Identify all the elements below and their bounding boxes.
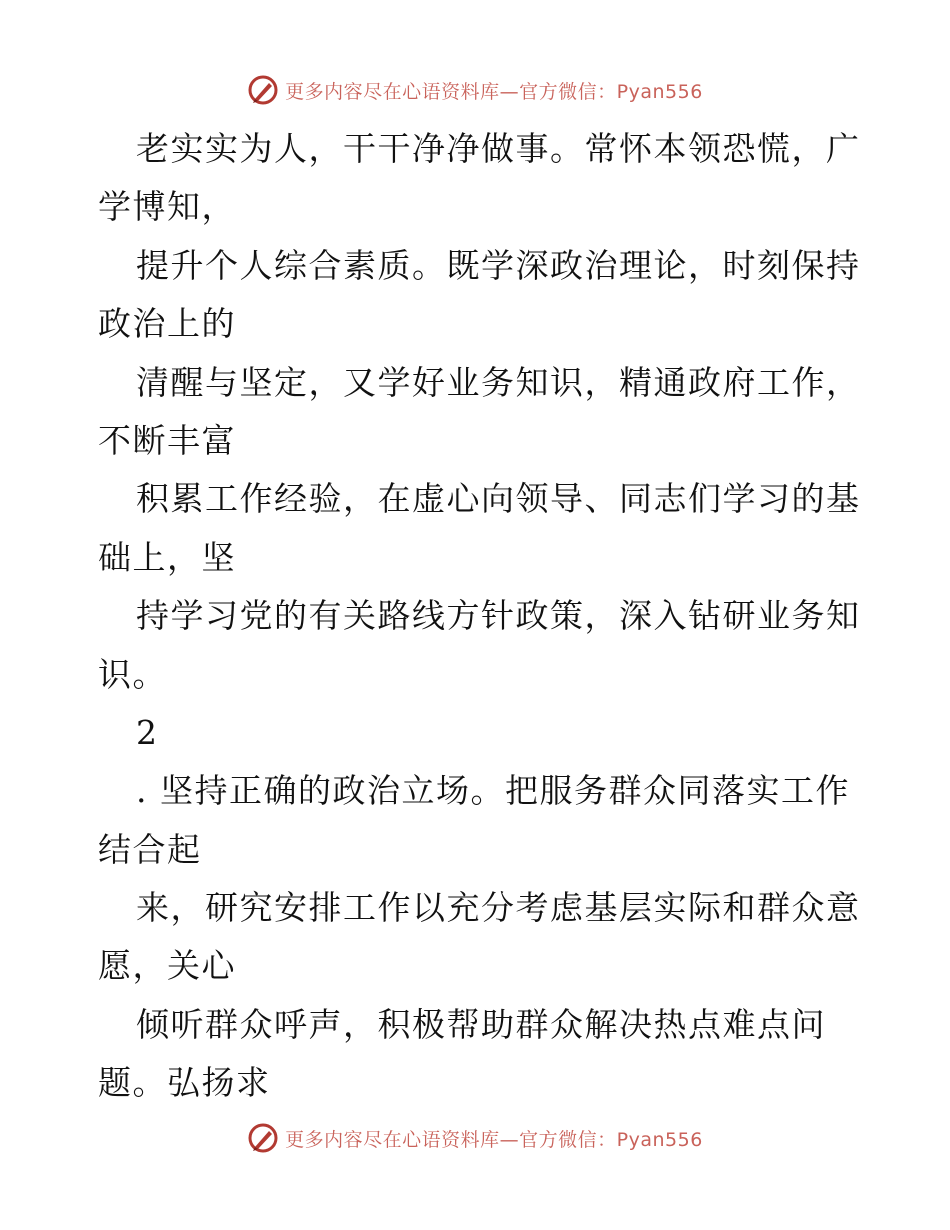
text-line: 识。 <box>98 654 167 694</box>
section-number: 2 <box>136 712 159 752</box>
text-line: . 坚持正确的政治立场。把服务群众同落实工作 <box>136 771 850 811</box>
pen-circle-logo-icon <box>247 1122 279 1154</box>
footer-banner-text: 更多内容尽在心语资料库—官方微信：Pyan556 <box>285 1128 703 1151</box>
text-line: 不断丰富 <box>98 420 236 460</box>
text-line: 题。弘扬求 <box>98 1063 271 1103</box>
text-line: 积累工作经验，在虚心向领导、同志们学习的基 <box>136 479 861 519</box>
header-banner-text: 更多内容尽在心语资料库—官方微信：Pyan556 <box>285 80 703 103</box>
text-line: 提升个人综合素质。既学深政治理论，时刻保持 <box>136 245 861 285</box>
text-line: 学博知， <box>98 187 236 227</box>
text-line: 政治上的 <box>98 304 236 344</box>
footer-banner <box>0 1118 950 1158</box>
text-line: 来，研究安排工作以充分考虑基层实际和群众意 <box>136 888 861 928</box>
text-line: 老实实为人，干干净净做事。常怀本领恐慌，广 <box>136 129 861 168</box>
text-line: 础上，坚 <box>98 537 236 577</box>
text-line: 愿，关心 <box>98 946 236 986</box>
pen-circle-logo-icon <box>247 74 279 106</box>
text-line: 倾听群众呼声，积极帮助群众解决热点难点问 <box>136 1004 826 1044</box>
document-body <box>98 120 861 1113</box>
header-banner <box>0 70 950 110</box>
text-line: 结合起 <box>98 829 202 869</box>
text-line: 清醒与坚定，又学好业务知识，精通政府工作， <box>136 362 861 402</box>
text-line: 持学习党的有关路线方针政策，深入钻研业务知 <box>136 596 861 636</box>
